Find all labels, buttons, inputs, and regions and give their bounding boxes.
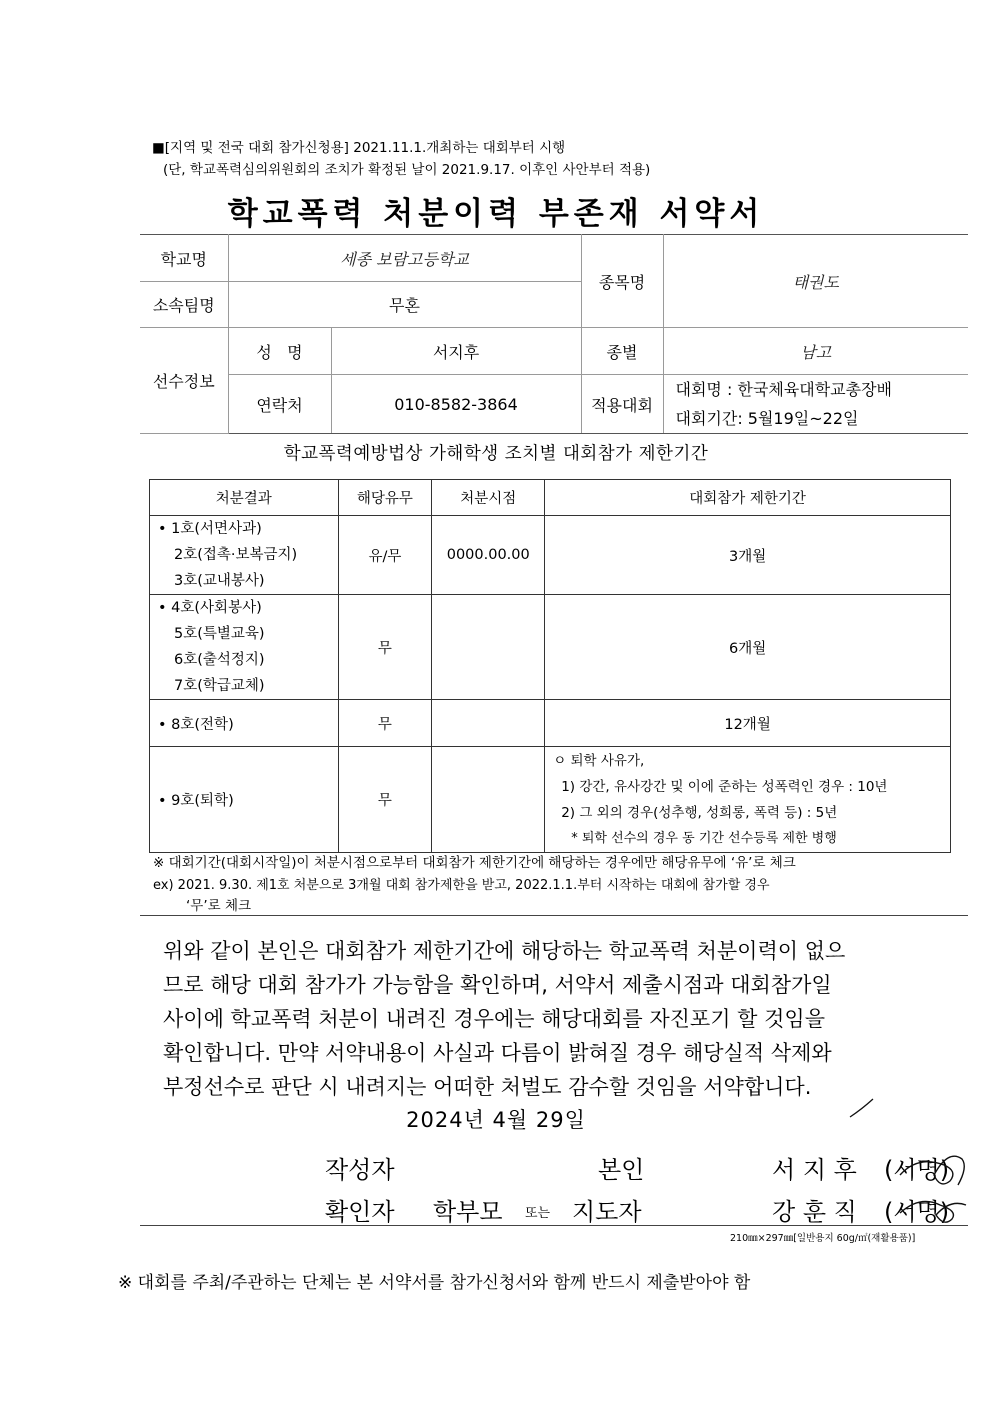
- penalty-applicable: 무: [338, 595, 432, 700]
- table-row: [150, 747, 951, 853]
- penalty-table: [149, 479, 951, 853]
- confirmer-or: 또는: [525, 1206, 551, 1221]
- footnote-1: ※ 대회기간(대회시작일)이 처분시점으로부터 대회참가 제한기간에 해당하는 경우에만 해당유무에 ‘유’로 체크: [153, 855, 796, 871]
- divider: [140, 1225, 968, 1226]
- athlete-label: 선수정보: [140, 328, 228, 434]
- confirmer-role-parent: 학부모: [433, 1198, 503, 1226]
- penalty-title: 학교폭력예방법상 가해학생 조치별 대회참가 제한기간: [283, 444, 709, 464]
- contest-period: 대회기간: 5월19일~22일: [675, 409, 859, 428]
- author-label: 작성자: [325, 1156, 395, 1184]
- author-sign-label: (서명): [884, 1156, 950, 1184]
- contest-name: 대회명 : 한국체육대학교총장배: [675, 380, 892, 399]
- penalty-limit: 12개월: [545, 700, 951, 747]
- name-label: 성 명: [228, 328, 331, 375]
- penalty-date: [432, 747, 545, 853]
- penalty-items: • 4호(사회봉사) 5호(특별교육) 6호(출석정지) 7호(학급교체): [150, 595, 339, 700]
- penalty-header-applicable: 해당유무: [338, 480, 432, 516]
- penalty-limit-details: ㅇ 퇴학 사유가, 1) 강간, 유사강간 및 이에 준하는 성폭력인 경우 : 10년 2) 그 외의 경우(성추행, 성희롱, 폭력 등) : 5년 * 퇴학 선수의 경우 동 기간 선수등록 제한 병행: [545, 747, 951, 853]
- penalty-items: • 9호(퇴학): [150, 747, 339, 853]
- bottom-note: ※ 대회를 주최/주관하는 단체는 본 서약서를 참가신청서와 함께 반드시 제출받아야 함: [118, 1273, 751, 1293]
- confirmer-label: 확인자: [325, 1198, 395, 1226]
- confirmer-name: 강 훈 직: [772, 1198, 857, 1226]
- sport-value: 태권도: [663, 235, 968, 328]
- divider: [140, 915, 968, 916]
- penalty-limit: 3개월: [545, 516, 951, 595]
- school-value: 세종 보람고등학교: [228, 235, 581, 282]
- penalty-date: [432, 700, 545, 747]
- notice-line-1: ■[지역 및 전국 대회 참가신청용] 2021.11.1.개최하는 대회부터 시행: [152, 140, 566, 156]
- page-title: 학교폭력 처분이력 부존재 서약서: [227, 196, 765, 232]
- penalty-limit: 6개월: [545, 595, 951, 700]
- penalty-header-date: 처분시점: [432, 480, 545, 516]
- author-role: 본인: [598, 1156, 645, 1184]
- author-name: 서 지 후: [772, 1156, 857, 1184]
- school-label: 학교명: [140, 235, 228, 282]
- penalty-header-result: 처분결과: [150, 480, 339, 516]
- contest-label: 적용대회: [581, 375, 663, 434]
- pledge-date: 2024년 4월 29일: [406, 1108, 586, 1132]
- footnote-2: ex) 2021. 9.30. 제1호 처분으로 3개월 대회 참가제한을 받고, 2022.1.1.부터 시작하는 대회에 참가할 경우: [153, 878, 770, 893]
- contact-value: 010-8582-3864: [331, 375, 581, 434]
- team-value: 무혼: [228, 282, 581, 328]
- penalty-applicable: 무: [338, 747, 432, 853]
- contact-label: 연락처: [228, 375, 331, 434]
- table-row: [150, 700, 951, 747]
- table-row: [150, 595, 951, 700]
- team-label: 소속팀명: [140, 282, 228, 328]
- category-label: 종별: [581, 328, 663, 375]
- pledge-text: 위와 같이 본인은 대회참가 제한기간에 해당하는 학교폭력 처분이력이 없으 므로 해당 대회 참가가 가능함을 확인하며, 서약서 제출시점과 대회참가일 사이에 학교폭력 처분이 내려진 경우에는 해당대회를 자진포기 할 것임을 확인합니다. 만약 서약내용이 사실과 다름이 밝혀질 경우 해당실적 삭제와 부정선수로 판단 시 내려지는 어떠한 처벌도 감수할 것임을 서약합니다.: [163, 939, 846, 1099]
- table-row: [150, 516, 951, 595]
- name-value: 서지후: [331, 328, 581, 375]
- category-value: 남고: [663, 328, 968, 375]
- confirmer-sign-label: (서명): [884, 1198, 950, 1226]
- footnote-3: ‘무’로 체크: [186, 898, 252, 914]
- info-table: [140, 234, 968, 434]
- penalty-date: [432, 595, 545, 700]
- penalty-items: • 1호(서면사과) 2호(접촉·보복금지) 3호(교내봉사): [150, 516, 339, 595]
- contest-info: [663, 375, 968, 434]
- signature-scribble: [840, 1095, 980, 1235]
- notice-line-2: (단, 학교폭력심의위원회의 조치가 확정된 날이 2021.9.17. 이후인 사안부터 적용): [163, 162, 651, 178]
- paper-spec: 210㎜×297㎜[일반용지 60g/㎡(재활용품)]: [730, 1233, 916, 1244]
- penalty-applicable: 유/무: [338, 516, 432, 595]
- sport-label: 종목명: [581, 235, 663, 328]
- penalty-applicable: 무: [338, 700, 432, 747]
- confirmer-role-coach: 지도자: [572, 1198, 642, 1226]
- penalty-items: • 8호(전학): [150, 700, 339, 747]
- penalty-header-limit: 대회참가 제한기간: [545, 480, 951, 516]
- penalty-date: 0000.00.00: [432, 516, 545, 595]
